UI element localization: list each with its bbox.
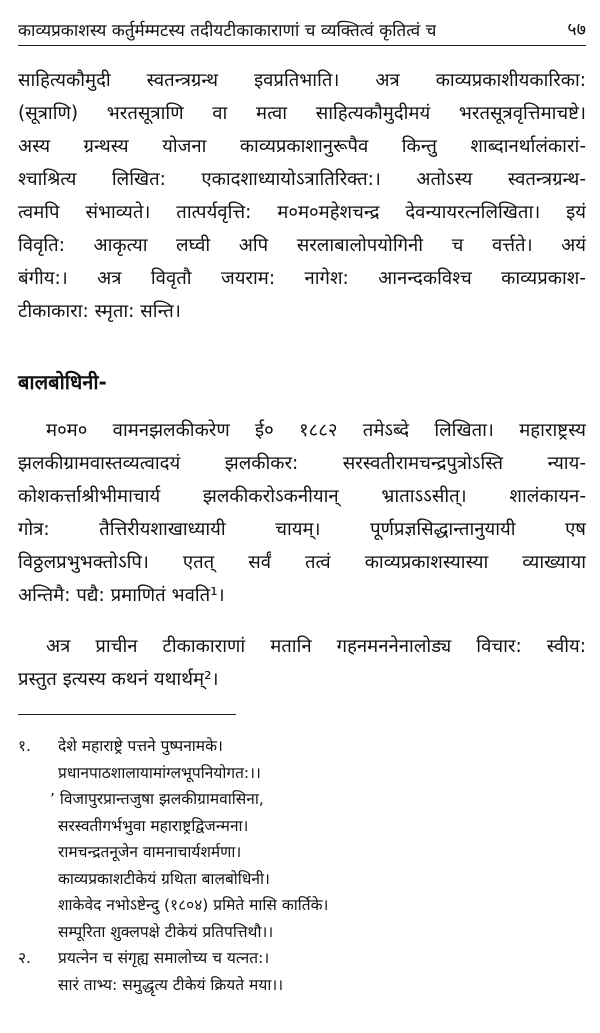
footnote-separator	[18, 714, 236, 715]
text-line: अत्र प्राचीन टीकाकाराणां मतानि गहनमननेनालोड्य विचार: स्वीय:	[46, 636, 586, 657]
text-line: झलकीग्रामवास्तव्यत्वादयं झलकीकर: सरस्वतीरामचन्द्रपुत्रोऽस्ति न्याय-	[18, 453, 586, 474]
footnote-marker: २.	[18, 949, 31, 967]
text-line: (सूत्राणि) भरतसूत्राणि वा मत्वा साहित्यकौमुदीमयं भरतसूत्रवृत्तिमाचष्टे।	[18, 103, 586, 124]
text-line: बंगीय:। अत्र विवृतौ जयराम: नागेश: आनन्दकविश्च काव्यप्रकाश-	[18, 268, 586, 289]
footnote-2-line	[18, 945, 586, 972]
verse-line: सारं ताभ्य: समुद्धृत्य टीकेयं क्रियते मया।।	[58, 975, 284, 994]
section-heading: बालबोधिनी-	[18, 370, 107, 394]
verse-line: काव्यप्रकाशटीकेयं ग्रथिता बालबोधिनी।	[58, 869, 270, 888]
text-line: साहित्यकौमुदी स्वतन्त्रग्रन्थ इवप्रतिभाति। अत्र काव्यप्रकाशीयकारिका:	[18, 70, 586, 91]
text-line: टीकाकारा: स्मृता: सन्ति।	[18, 301, 181, 322]
verse-line: शाकेवेद नभोऽष्टेन्दु (१८०४) प्रमिते मासि कार्तिके।	[58, 896, 329, 914]
verse-line: ’ विजापुरप्रान्तजुषा झलकीग्रामवासिना,	[50, 790, 264, 808]
text-line: म०म० वामनझलकीकरेण ई० १८८२ तमेऽब्दे लिखिता। महाराष्ट्रस्य	[46, 420, 586, 441]
footnote-marker: १.	[18, 737, 31, 755]
text-line: अन्तिमै: पद्यै: प्रमाणितं भवति¹।	[18, 585, 225, 606]
text-line: श्चाश्रित्य लिखित: एकादशाध्यायोऽत्रातिरिक्त:। अतोऽस्य स्वतन्त्रग्रन्थ-	[18, 169, 586, 190]
text-line: गोत्र: तैत्तिरीयशाखाध्यायी चायम्। पूर्णप्रज्ञसिद्धान्तानुयायी एष	[18, 519, 586, 540]
paragraph-sahityakaumudi	[18, 64, 586, 328]
footnote-1-line	[18, 733, 586, 760]
footnotes	[18, 733, 586, 998]
page-number: ५७	[567, 19, 586, 40]
verse-line: रामचन्द्रतनूजेन वामनाचार्यशर्मणा।	[58, 843, 242, 861]
verse-line: प्रयत्नेन च संगृह्य समालोच्य च यत्नत:।	[58, 949, 270, 967]
text-line: विठ्ठलप्रभुभक्तोऽपि। एतत् सर्वं तत्वं काव्यप्रकाशस्यास्या व्याख्याया	[18, 552, 586, 573]
running-title: काव्यप्रकाशस्य कर्तुर्मम्मटस्य तदीयटीकाकाराणां च व्यक्तित्वं कृतित्वं च	[18, 21, 437, 41]
verse-line: प्रधानपाठशालायामांग्लभूपनियोगत:।।	[58, 763, 261, 782]
text-line: विवृति: आकृत्या लघ्वी अपि सरलाबालोपयोगिनी च वर्त्तते। अयं	[18, 235, 586, 256]
paragraph-balabodhini	[18, 414, 586, 612]
text-line: त्वमपि संभाव्यते। तात्पर्यवृत्ति: म०म०महेशचन्द्र देवन्यायरत्नलिखिता। इयं	[18, 202, 586, 223]
paragraph-prachina-tika	[18, 630, 586, 696]
running-header	[18, 14, 586, 46]
verse-line: सम्पूरिता शुक्लपक्षे टीकेयं प्रतिपत्तिथौ।।	[58, 922, 274, 941]
text-line: कोशकर्त्ताश्रीभीमाचार्य झलकीकरोऽकनीयान् भ्राताऽऽसीत्। शालंकायन-	[18, 486, 586, 507]
verse-line: देशे महाराष्ट्रे पत्तने पुष्पनामके।	[58, 737, 223, 755]
text-line: प्रस्तुत इत्यस्य कथनं यथार्थम्²।	[18, 669, 219, 690]
verse-line: सरस्वतीगर्भभुवा महाराष्ट्रद्विजन्मना।	[58, 816, 249, 835]
text-line: अस्य ग्रन्थस्य योजना काव्यप्रकाशानुरूपैव किन्तु शाब्दानर्थालंकारां-	[18, 136, 586, 157]
